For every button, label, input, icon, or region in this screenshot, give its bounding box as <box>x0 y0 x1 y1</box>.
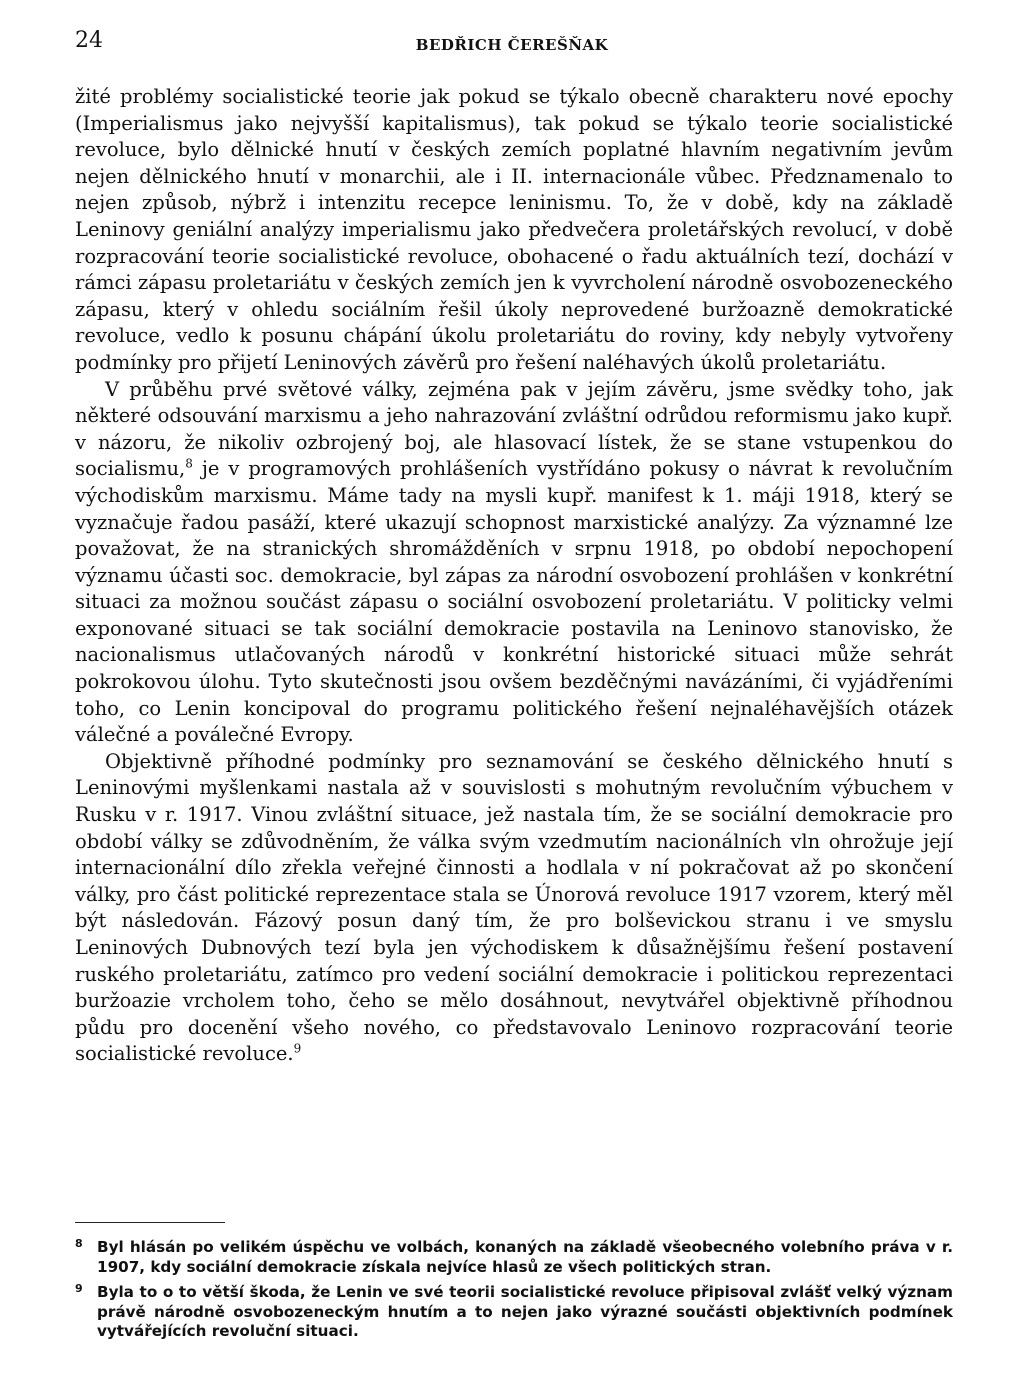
footnote-ref-8: 8 <box>185 456 193 471</box>
paragraph-2 <box>75 377 953 749</box>
paragraph-2-text-before: V průběhu prvé světové války, zejména pak v jejím závěru, jsme svědky toho, jak některé odsouvání marxismu a jeho nahrazování zvláštní odrůdou reformismu jako kupř. v názoru, že nikoliv ozbrojený boj, ale hlasovací lístek, že se stane vstupenkou do socialismu, <box>75 377 953 481</box>
footnote-8 <box>75 1238 953 1277</box>
footnotes <box>75 1238 953 1348</box>
footnote-mark-9: 9 <box>75 1282 83 1295</box>
paragraph-2-text-after: je v programových prohlášeních vystřídáno pokusy o návrat k revolučním východiskům marxismu. Máme tady na mysli kupř. manifest k 1. máji 1918, který se vyznačuje řadou pasáží, které ukazují schopnost marxistické analýzy. Za významné lze považovat, že na stranických shromážděních v srpnu 1918, po období nepochopení významu účasti soc. demokracie, byl zápas za národní osvobození prohlášen v konkrétní situaci za možnou součást zápasu o sociální osvobození proletariátu. V politicky velmi exponované situaci se tak sociální demokracie postavila na Leninovo stanovisko, že nacionalismus utlačovaných národů v konkrétní historické situaci může sehrát pokrokovou úlohu. Tyto skutečnosti jsou ovšem bezděčnými navázáními, či vyjádřeními toho, co Lenin koncipoval do programu politického řešení nejnaléhavějších otázek válečné a poválečné Evropy. <box>75 457 953 747</box>
paragraph-3-text: Objektivně příhodné podmínky pro seznamování se českého dělnického hnutí s Leninovými myšlenkami nastala až v souvislosti s mohutným revolučním výbuchem v Rusku v r. 1917. Vinou zvláštní situace, jež nastala tím, že se sociální demokracie pro období války se zdůvodněním, že válka svým vzedmutím nacionálních vln ohrožuje její internacionální dílo zřekla veřejné činnosti a hodlala v ní pokračovat až po skončení války, pro část politické reprezentace stala se Únorová revoluce 1917 vzorem, který měl být následován. Fázový posun daný tím, že pro bolševickou stranu i ve smyslu Leninových Dubnových tezí byla jen východiskem k důsažnějšímu řešení postavení ruského proletariátu, zatímco pro vedení sociální demokracie i politickou reprezentaci buržoazie vrcholem toho, čeho se mělo dosáhnout, nevytvářel objektivně příhodnou půdu pro docenění všeho nového, co představovalo Leninovo rozpracování teorie socialistické revoluce. <box>75 749 953 1066</box>
footnote-text-9: Byla to o to větší škoda, že Lenin ve své teorii socialistické revoluce připisoval zvlášť velký význam právě národně osvobozeneckým hnutím a to nejen jako výrazné součásti objektivních podmínek vytvářejících revoluční situaci. <box>97 1283 953 1340</box>
paragraph-1: žité problémy socialistické teorie jak pokud se týkalo obecně charakteru nové epochy (Imperialismus jako nejvyšší kapitalismus), tak pokud se týkalo teorie socialistické revoluce, bylo dělnické hnutí v českých zemích poplatné hlavním negativním jevům nejen dělnického hnutí v monarchii, ale i II. internacionále vůbec. Předznamenalo to nejen způsob, nýbrž i intenzitu recepce leninismu. To, že v době, kdy na základě Leninovy geniální analýzy imperialismu jako předvečera proletářských revolucí, v době rozpracování teorie socialistické revoluce, obohacené o řadu aktuálních tezí, dochází v rámci zápasu proletariátu v českých zemích jen k vyvrcholení národně osvobozeneckého zápasu, který v ohledu sociálním řešil úkoly neprovedené buržoazně demokratické revoluce, vedlo k posunu chápání úkolu proletariátu do roviny, kdy nebyly vytvořeny podmínky pro přijetí Leninových závěrů pro řešení naléhavých úkolů proletariátu. <box>75 85 953 374</box>
footnote-mark-8: 8 <box>75 1237 83 1250</box>
footnote-divider <box>75 1222 225 1223</box>
page-number: 24 <box>75 28 103 53</box>
footnote-text-8: Byl hlásán po velikém úspěchu ve volbách, konaných na základě všeobecného volebního práva v r. 1907, kdy sociální demokracie získala nejvíce hlasů ze všech politických stran. <box>97 1238 953 1276</box>
footnote-ref-9: 9 <box>293 1041 302 1056</box>
footnote-9 <box>75 1283 953 1342</box>
body-text <box>75 84 953 1068</box>
paragraph-3 <box>75 749 953 1068</box>
running-head: BEDŘICH ČEREŠŇAK <box>415 36 609 54</box>
